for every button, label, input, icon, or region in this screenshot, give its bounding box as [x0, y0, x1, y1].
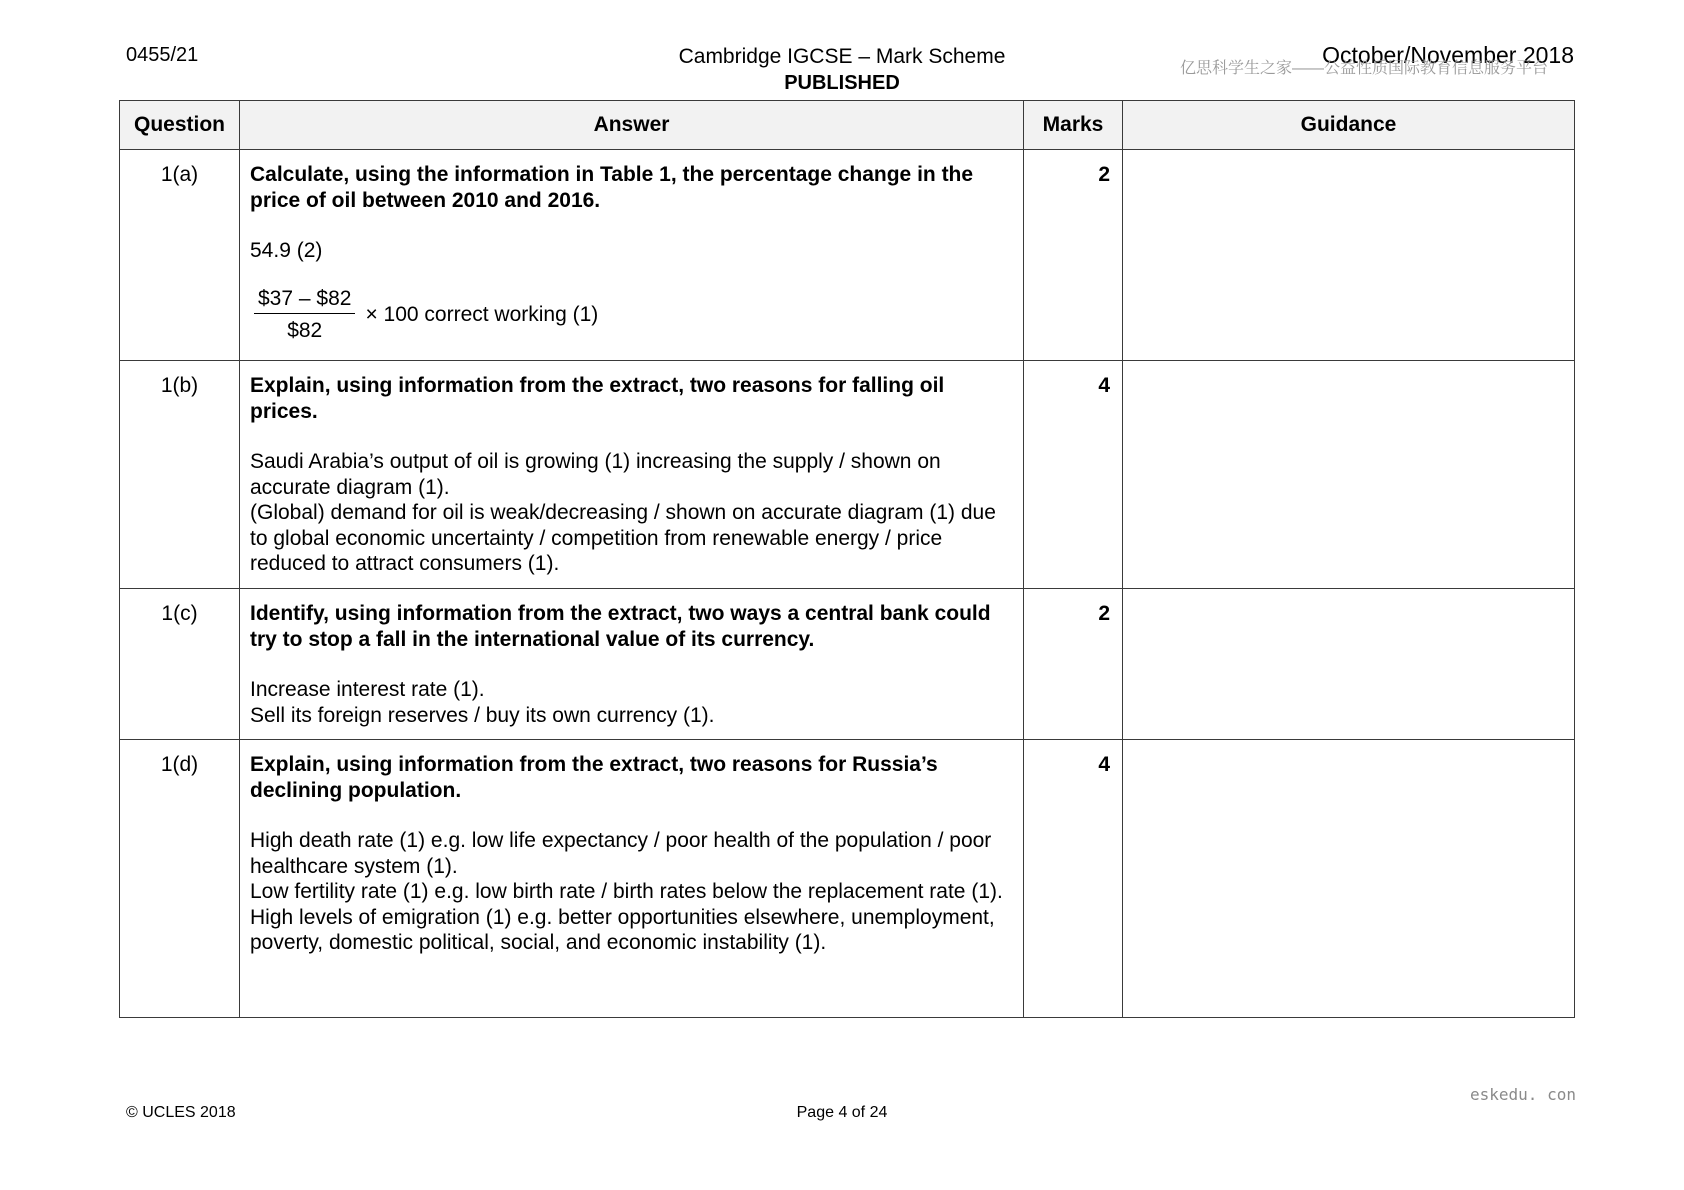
published-label: PUBLISHED: [784, 72, 900, 94]
guidance-cell: [1123, 150, 1575, 361]
table-row: [120, 589, 1575, 740]
question-prompt: Explain, using information from the extract, two reasons for falling oil prices.: [250, 374, 945, 423]
question-prompt: Calculate, using the information in Table 1, the percentage change in the price of oil between 2010 and 2016.: [250, 163, 974, 212]
question-number: 1(d): [120, 740, 240, 1018]
table-row: [120, 150, 1575, 361]
table-row: [120, 740, 1575, 1018]
answer-text: Low fertility rate (1) e.g. low birth rate / birth rates below the replacement rate (1).: [250, 880, 1003, 903]
fraction-denominator: $82: [287, 319, 323, 342]
mark-scheme-table: [119, 100, 1575, 1018]
answer-cell: [240, 361, 1024, 589]
table-header-row: [120, 101, 1575, 150]
site-watermark: eskedu. con: [1470, 1085, 1576, 1104]
question-number: 1(a): [120, 150, 240, 361]
page-number: Page 4 of 24: [796, 1104, 888, 1121]
header-question: Question: [120, 101, 240, 150]
answer-text: High levels of emigration (1) e.g. better opportunities elsewhere, unemployment, poverty, domestic political, social, and economic instability (1).: [250, 905, 995, 954]
answer-text: Sell its foreign reserves / buy its own currency (1).: [250, 703, 715, 727]
exam-session: October/November 2018: [1322, 42, 1574, 68]
guidance-cell: [1123, 361, 1575, 589]
marks-value: 2: [1024, 150, 1123, 361]
guidance-cell: [1123, 589, 1575, 740]
marks-value: 2: [1024, 589, 1123, 740]
table-row: [120, 361, 1575, 589]
answer-cell: [240, 740, 1024, 1018]
marks-value: 4: [1024, 361, 1123, 589]
mark-scheme-title: Cambridge IGCSE – Mark Scheme: [678, 45, 1006, 68]
working-text: × 100 correct working (1): [365, 302, 599, 326]
answer-text: 54.9 (2): [250, 239, 323, 262]
watermark-text: 亿思科学生之家——公益性质国际教育信息服务平台: [1180, 60, 1549, 77]
answer-cell: [240, 589, 1024, 740]
header-marks: Marks: [1024, 101, 1123, 150]
marks-value: 4: [1024, 740, 1123, 1018]
fraction-numerator: $37 – $82: [254, 286, 355, 315]
paper-code: 0455/21: [126, 44, 199, 66]
answer-cell: [240, 150, 1024, 361]
question-number: 1(b): [120, 361, 240, 589]
question-prompt: Identify, using information from the extract, two ways a central bank could try to stop a fall in the international value of its currency.: [250, 602, 991, 651]
fraction: [254, 286, 355, 344]
answer-text: Saudi Arabia’s output of oil is growing (1) increasing the supply / shown on accurate diagram (1).: [250, 450, 941, 499]
answer-text: (Global) demand for oil is weak/decreasing / shown on accurate diagram (1) due to global economic uncertainty / competition from renewable energy / price reduced to attract consumers (1).: [250, 501, 996, 575]
question-number: 1(c): [120, 589, 240, 740]
header-guidance: Guidance: [1123, 101, 1575, 150]
header-answer: Answer: [240, 101, 1024, 150]
answer-text: High death rate (1) e.g. low life expectancy / poor health of the population / poor healthcare system (1).: [250, 829, 992, 878]
guidance-cell: [1123, 740, 1575, 1018]
answer-text: Increase interest rate (1).: [250, 678, 485, 701]
working-formula: [250, 286, 1013, 344]
document-title: [542, 44, 1142, 96]
copyright: © UCLES 2018: [126, 1104, 236, 1121]
question-prompt: Explain, using information from the extract, two reasons for Russia’s declining population.: [250, 753, 938, 802]
